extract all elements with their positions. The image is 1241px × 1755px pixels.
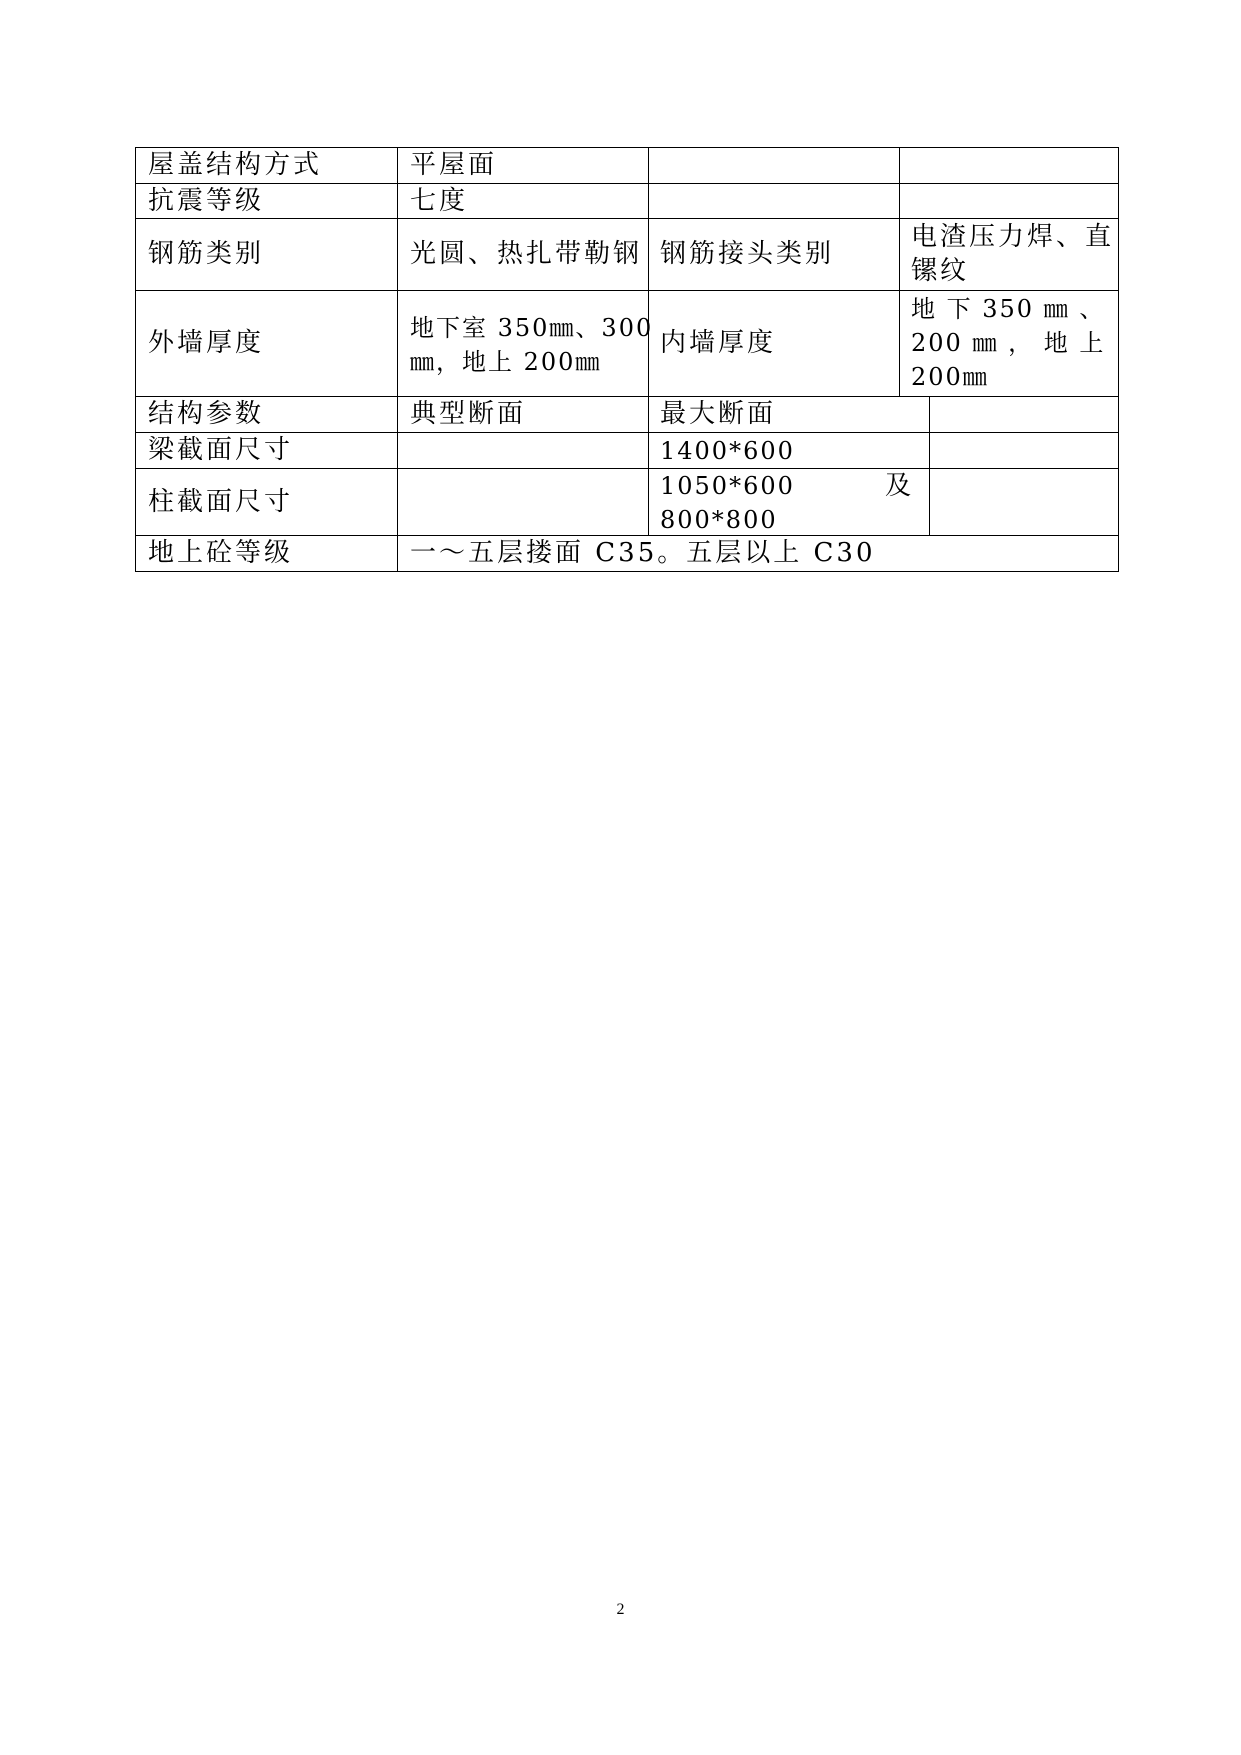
table-cell-label: 梁截面尺寸 <box>148 435 294 465</box>
table-rule <box>899 147 900 397</box>
table-rule <box>135 290 1119 291</box>
table-rule <box>135 468 1119 469</box>
table-cell-label: 典型断面 <box>410 399 527 429</box>
table-cell-value: 800*800 <box>660 506 778 534</box>
table-cell-value: 200㎜ <box>911 363 989 391</box>
table-rule <box>929 396 930 536</box>
table-rule <box>135 218 1119 219</box>
table-cell-label: 钢筋类别 <box>148 239 265 269</box>
table-cell-label: 最大断面 <box>660 399 777 429</box>
table-rule <box>135 147 136 572</box>
table-cell-value: 七度 <box>410 186 469 216</box>
table-cell-value: 1050*600 <box>660 472 795 500</box>
table-rule <box>135 571 1119 572</box>
table-cell-label: 钢筋接头类别 <box>660 239 835 269</box>
table-cell-label: 地上砼等级 <box>148 538 294 568</box>
table-cell-label: 屋盖结构方式 <box>148 150 323 180</box>
table-cell-value: 1400*600 <box>660 437 795 465</box>
table-cell-value: 及 <box>885 471 915 501</box>
table-cell-value: 200 ㎜ ， 地 上 <box>911 329 1106 357</box>
table-rule <box>397 147 398 572</box>
table-cell-label: 柱截面尺寸 <box>148 487 294 517</box>
table-cell-value: 镙纹 <box>911 256 970 286</box>
table-cell-label: 内墙厚度 <box>660 328 777 358</box>
table-cell-value: 光圆、热扎带勒钢 <box>410 239 643 269</box>
table-cell-label: 外墙厚度 <box>148 328 265 358</box>
table-cell-value: 地下室 350㎜、300 <box>410 314 654 342</box>
table-rule <box>135 396 1119 397</box>
table-cell-value: 一～五层搂面 C35。五层以上 C30 <box>410 538 876 568</box>
page-number: 2 <box>616 1601 625 1618</box>
table-cell-value: 电渣压力焊、直 <box>911 222 1115 252</box>
table-cell-value: 平屋面 <box>410 150 498 180</box>
table-rule <box>1118 147 1119 572</box>
table-cell-value: ㎜，地上 200㎜ <box>410 348 602 376</box>
table-cell-value: 地 下 350 ㎜ 、 <box>911 295 1106 323</box>
table-cell-label: 抗震等级 <box>148 186 265 216</box>
table-cell-label: 结构参数 <box>148 399 265 429</box>
table-rule <box>135 183 1119 184</box>
